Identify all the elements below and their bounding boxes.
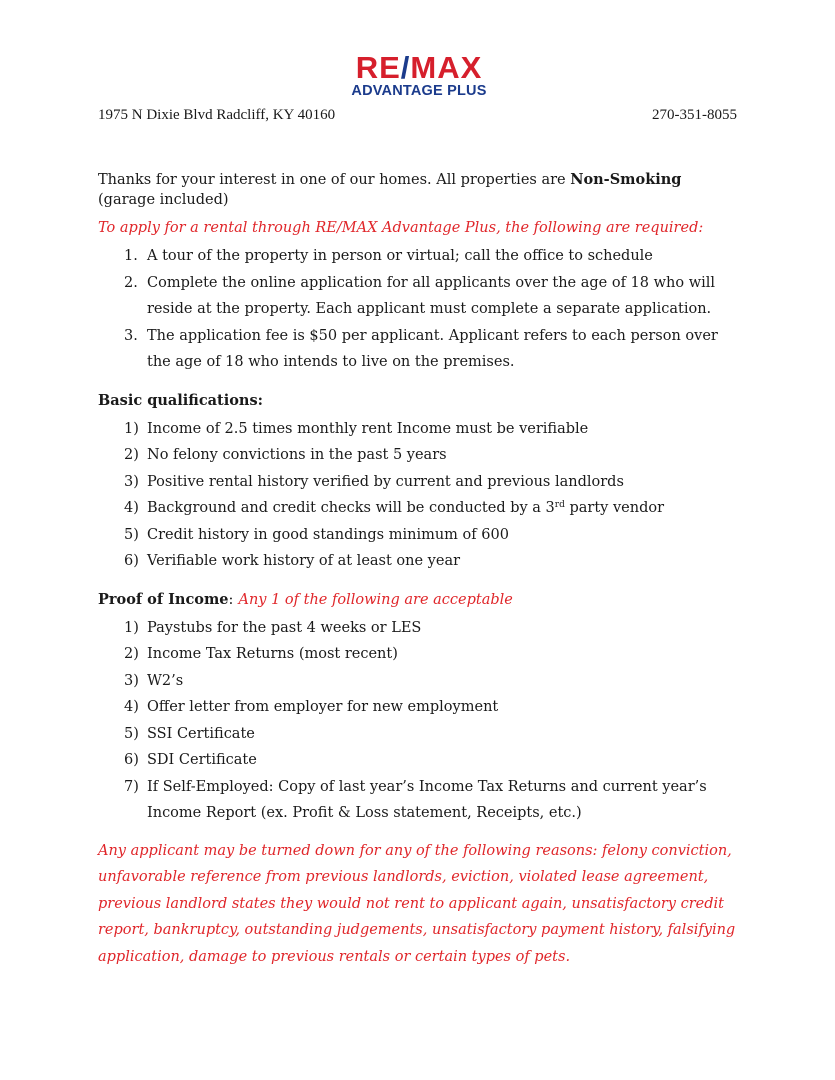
list-item-text-end: party vendor bbox=[564, 500, 665, 516]
list-number: 3. bbox=[124, 327, 138, 344]
list-item-text: Background and credit checks will be conducted by a 3 bbox=[147, 500, 555, 516]
list-number: 4) bbox=[124, 500, 139, 516]
logo-tagline: ADVANTAGE PLUS bbox=[351, 83, 487, 99]
intro-text: Thanks for your interest in one of our homes. All properties are bbox=[98, 172, 571, 188]
list-item bbox=[98, 495, 743, 522]
list-item bbox=[98, 548, 743, 575]
list-number: 6) bbox=[124, 553, 139, 569]
income-list bbox=[98, 615, 743, 827]
list-item-text: No felony convictions in the past 5 years bbox=[147, 447, 447, 463]
list-item bbox=[98, 641, 743, 668]
list-item-text: The application fee is $50 per applicant. Applicant refers to each person over the age of 18 who intends to live on the premises. bbox=[147, 327, 718, 370]
remax-logo bbox=[344, 52, 494, 102]
list-number: 4) bbox=[124, 699, 139, 715]
list-item-text: W2’s bbox=[147, 672, 184, 689]
list-item bbox=[98, 442, 743, 469]
list-item-text: Credit history in good standings minimum of 600 bbox=[147, 526, 509, 543]
intro-paragraph bbox=[98, 170, 743, 210]
list-number: 1) bbox=[124, 619, 139, 636]
list-item bbox=[98, 774, 743, 827]
income-note: Any 1 of the following are acceptable bbox=[238, 591, 513, 608]
list-number: 2) bbox=[124, 646, 139, 662]
list-number: 2. bbox=[124, 274, 138, 291]
list-item bbox=[98, 694, 743, 721]
list-item bbox=[98, 615, 743, 642]
list-number: 1) bbox=[124, 420, 139, 437]
list-item bbox=[98, 721, 743, 748]
list-item bbox=[98, 668, 743, 695]
non-smoking-emphasis: Non-Smoking bbox=[570, 171, 682, 188]
income-colon: : bbox=[228, 591, 234, 608]
income-heading bbox=[98, 587, 743, 613]
list-number: 5) bbox=[124, 725, 139, 742]
list-item-text: SDI Certificate bbox=[147, 752, 257, 768]
qualifications-heading: Basic qualifications: bbox=[98, 391, 263, 409]
list-item-text: A tour of the property in person or virtual; call the office to schedule bbox=[147, 248, 653, 264]
list-item-text: SSI Certificate bbox=[147, 725, 255, 742]
denial-reasons-paragraph: Any applicant may be turned down for any of the following reasons: felony conviction, unfavorable reference from previous landlords, eviction, violated lease agreement, previous landlord states they would not rent to applicant again, unsatisfactory credit report, bankruptcy, outstanding judgements, unsatisfactory payment history, falsifying application, damage to previous rentals or certain types of pets. bbox=[98, 842, 736, 965]
requirements-heading: To apply for a rental through RE/MAX Advantage Plus, the following are required: bbox=[98, 220, 704, 236]
list-item-text: If Self-Employed: Copy of last year’s Income Tax Returns and current year’s Income Report (ex. Profit & Loss statement, Receipts, etc.) bbox=[147, 778, 707, 821]
list-item-text: Positive rental history verified by current and previous landlords bbox=[147, 473, 624, 490]
list-item-text: Income Tax Returns (most recent) bbox=[147, 646, 398, 662]
list-item bbox=[98, 243, 743, 270]
qualifications-list bbox=[98, 416, 743, 575]
list-item-text: Income of 2.5 times monthly rent Income must be verifiable bbox=[147, 420, 589, 437]
list-number: 1. bbox=[124, 248, 138, 264]
list-item bbox=[98, 416, 743, 443]
list-item bbox=[98, 270, 743, 323]
list-number: 7) bbox=[124, 778, 139, 795]
intro-text-end: (garage included) bbox=[98, 192, 229, 208]
list-item bbox=[98, 747, 743, 774]
list-item-text: Paystubs for the past 4 weeks or LES bbox=[147, 619, 422, 636]
ordinal-suffix: rd bbox=[554, 500, 565, 510]
list-number: 6) bbox=[124, 752, 139, 768]
requirements-list bbox=[98, 243, 743, 376]
document-body bbox=[98, 170, 743, 970]
list-item-text: Complete the online application for all applicants over the age of 18 who will reside at the property. Each applicant must complete a separate application. bbox=[147, 274, 716, 317]
logo-re: RE bbox=[355, 50, 401, 85]
logo-max: MAX bbox=[410, 50, 483, 85]
list-item-text: Verifiable work history of at least one year bbox=[147, 553, 461, 569]
list-item-text: Offer letter from employer for new employment bbox=[147, 699, 499, 715]
office-address: 1975 N Dixie Blvd Radcliff, KY 40160 bbox=[98, 107, 336, 123]
list-item bbox=[98, 469, 743, 496]
list-number: 5) bbox=[124, 526, 139, 543]
list-item bbox=[98, 522, 743, 549]
list-number: 3) bbox=[124, 672, 139, 689]
list-number: 3) bbox=[124, 473, 139, 490]
office-phone: 270-351-8055 bbox=[652, 107, 737, 123]
income-title: Proof of Income bbox=[98, 590, 229, 608]
list-number: 2) bbox=[124, 447, 139, 463]
logo-slash: / bbox=[400, 50, 411, 85]
list-item bbox=[98, 323, 743, 376]
logo-wordmark bbox=[344, 52, 494, 83]
